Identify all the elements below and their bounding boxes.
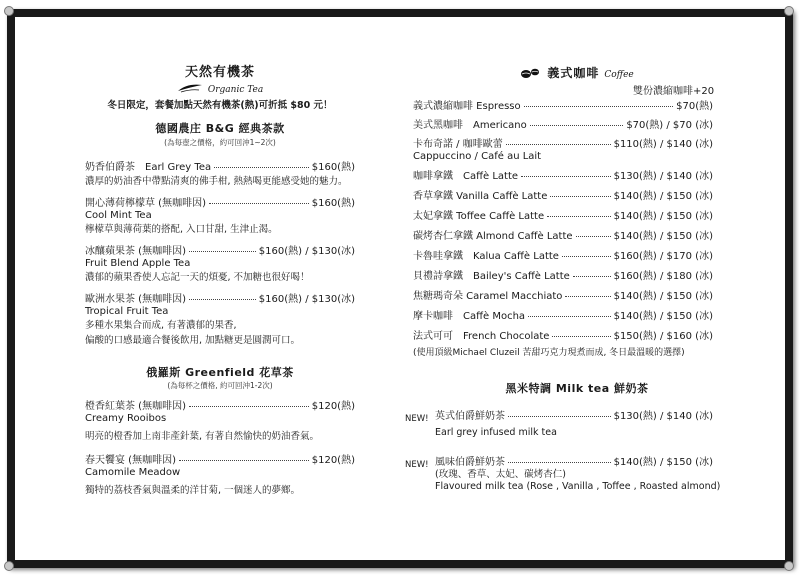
coffee-item [413,211,713,223]
coffee-item [413,191,713,203]
coffee-script: Coffee [604,70,634,80]
coffee-name: 貝禮詩拿鐵 Bailey's Caffè Latte [413,271,570,282]
tea-price: $160(熱) / $130(冰) [258,246,355,257]
tea-desc: 濃郁的蘋果香使人忘記一天的煩憂, 不加糖也很好喝！ [85,272,310,283]
coffee-price: $140(熱) / $150 (冰) [613,291,713,302]
coffee-name: 焦糖瑪奇朵 Caramel Macchiato [413,291,563,302]
section-note-greenfield: (為每杯之價格, 約可回沖1-2次) [167,381,273,390]
new-badge: NEW! [405,460,429,470]
frame-corner-bottom-right [784,561,794,571]
coffee-beans-icon [520,67,542,79]
coffee-name: 摩卡咖啡 Caffè Mocha [413,311,526,322]
coffee-item [413,271,713,283]
tea-desc: 明亮的橙香加上南非產針葉, 有著自然愉快的奶油香氣。 [85,431,320,442]
milk-tea-flavours: (玫瑰、香草、太妃、碳烤杏仁) [435,469,566,480]
coffee-price: $140(熱) / $150 (冰) [613,191,713,202]
tea-desc: 檸檬草與薄荷葉的搭配, 入口甘甜, 生津止渴。 [85,224,278,235]
coffee-name: 碳烤杏仁拿鐵 Almond Caffè Latte [413,231,573,242]
coffee-name: 法式可可 French Chocolate [413,331,550,342]
coffee-price: $150(熱) / $160 (冰) [613,331,713,342]
section-note-bg: (為每壺之價格，約可回沖1~2次) [164,138,276,147]
milk-tea-english: Flavoured milk tea (Rose , Vanilla , Toffee , Roasted almond) [435,481,721,492]
coffee-item [413,311,713,323]
tea-desc: 獨特的荔枝香氣與溫柔的洋甘菊, 一個迷人的夢鄉。 [85,485,301,496]
coffee-name: 美式黑咖啡 Americano [413,120,527,131]
coffee-name: 卡魯哇拿鐵 Kalua Caffè Latte [413,251,559,262]
tea-item [85,294,355,348]
milk-tea-item [435,411,713,439]
coffee-price: $160(熱) / $170 (冰) [613,251,713,262]
tea-english: Fruit Blend Apple Tea [85,258,191,269]
winter-promo: 冬日限定，套餐加點天然有機茶(熱)可折抵 $80 元！ [107,100,333,111]
double-shot-note: 雙份濃縮咖啡+20 [633,86,715,97]
coffee-price: $140(熱) / $150 (冰) [613,231,713,242]
coffee-item [413,101,713,113]
tea-desc: 濃厚的奶油香中帶點清爽的佛手柑, 熱熱喝更能感受她的魅力。 [85,176,348,187]
tea-name: 冰釀蘋果茶 (無咖啡因) [85,246,186,257]
coffee-price: $130(熱) / $140 (冰) [613,171,713,182]
frame-corner-top-left [4,6,14,16]
tea-name: 開心薄荷檸檬草 (無咖啡因) [85,198,206,209]
coffee-name: 卡布奇諾 / 咖啡歐蕾 [413,139,503,150]
tea-item [85,162,355,189]
coffee-price: $110(熱) / $140 (冰) [613,139,713,150]
milk-tea-price: $130(熱) / $140 (冰) [613,411,713,422]
coffee-item [413,291,713,303]
menu-page [15,17,785,560]
chocolate-note: (使用頂級Michael Cluzeil 苦甜巧克力現煮而成, 冬日最溫暖的選擇) [413,348,685,358]
organic-tea-subtitle [85,77,355,96]
coffee-title: 義式咖啡 [547,66,600,80]
tea-name: 橙香紅葉茶 (無咖啡因) [85,401,186,412]
tea-price: $120(熱) [311,455,355,466]
coffee-name: 香草拿鐵 Vanilla Caffè Latte [413,191,548,202]
coffee-item [413,139,713,151]
milk-tea-name: 風味伯爵鮮奶茶 [435,457,505,468]
coffee-item [413,331,713,343]
frame-corner-top-right [784,6,794,16]
coffee-price: $160(熱) / $180 (冰) [613,271,713,282]
tea-english: Tropical Fruit Tea [85,306,169,317]
tea-desc: 多種水果集合而成, 有著濃郁的果香, [85,320,237,331]
coffee-name: 咖啡拿鐵 Caffè Latte [413,171,519,182]
coffee-price: $70(熱) [676,101,713,112]
tea-english: Camomile Meadow [85,467,181,478]
coffee-item [413,171,713,183]
coffee-name: 義式濃縮咖啡 Espresso [413,101,521,112]
coffee-english: Cappuccino / Café au Lait [413,151,542,162]
section-heading-bg: 德國農庄 B&G 經典茶款 [155,122,285,135]
tea-price: $120(熱) [311,401,355,412]
milk-tea-english: Earl grey infused milk tea [435,427,557,438]
tea-item [85,455,355,498]
tea-name: 奶香伯爵茶 Earl Grey Tea [85,162,212,173]
tea-desc: 偏酸的口感最適合餐後飲用, 加點糖更是圓潤可口。 [85,335,301,346]
tea-english: Cool Mint Tea [85,210,152,221]
milk-tea-name: 英式伯爵鮮奶茶 [435,411,505,422]
milk-tea-price: $140(熱) / $150 (冰) [613,457,713,468]
tea-price: $160(熱) [311,198,355,209]
frame-corner-bottom-left [4,561,14,571]
coffee-item [413,120,713,132]
tea-price: $160(熱) [311,162,355,173]
coffee-item [413,231,713,243]
tea-name: 歐洲水果茶 (無咖啡因) [85,294,186,305]
new-badge: NEW! [405,414,429,424]
organic-tea-script: Organic Tea [207,85,264,95]
coffee-item [413,251,713,263]
tea-english: Creamy Rooibos [85,413,167,424]
tea-item [85,246,355,285]
tea-price: $160(熱) / $130(冰) [258,294,355,305]
leaf-icon [177,83,203,93]
tea-item [85,198,355,237]
coffee-list [413,101,713,361]
tea-name: 春天饗宴 (無咖啡因) [85,455,176,466]
milk-tea-heading: 黑米特調 Milk tea 鮮奶茶 [505,382,649,395]
coffee-title-row [413,62,741,81]
coffee-price: $140(熱) / $150 (冰) [613,211,713,222]
milk-tea-item [435,457,721,493]
coffee-price: $70(熱) / $70 (冰) [626,120,713,131]
organic-tea-title: 天然有機茶 [184,65,255,80]
tea-item [85,401,355,444]
coffee-name: 太妃拿鐵 Toffee Caffè Latte [413,211,545,222]
coffee-price: $140(熱) / $150 (冰) [613,311,713,322]
section-heading-greenfield: 俄羅斯 Greenfield 花草茶 [146,366,294,379]
